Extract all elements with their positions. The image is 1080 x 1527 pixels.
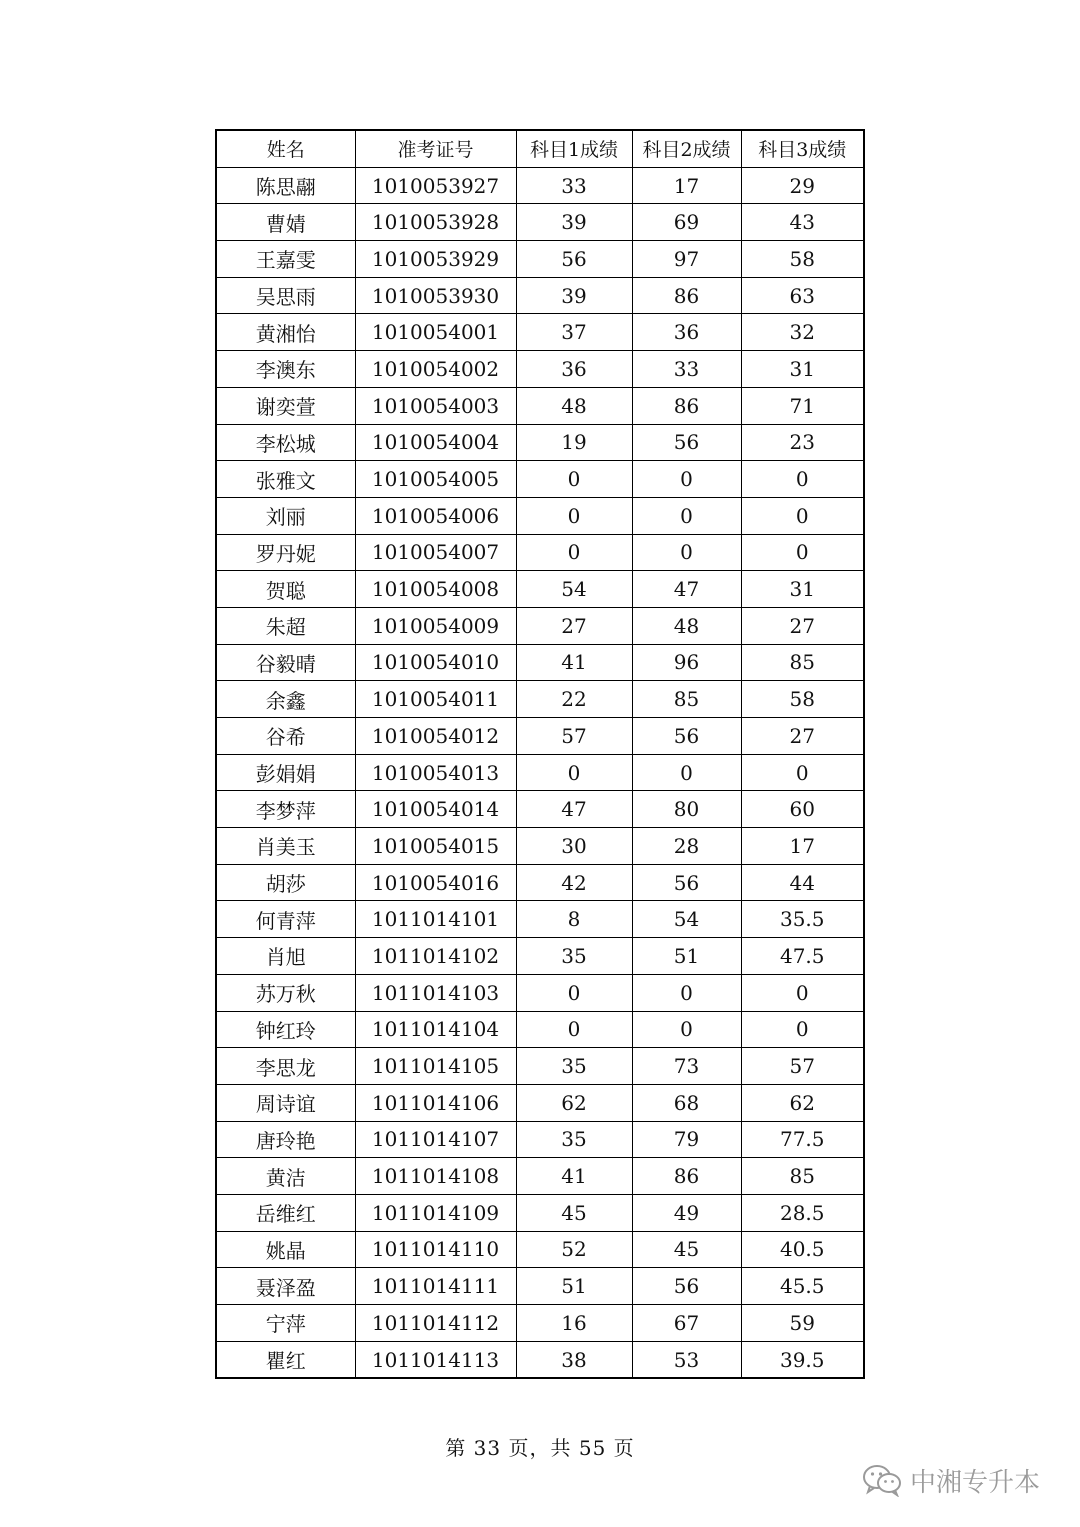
header-name: 姓名 xyxy=(216,130,355,167)
cell-subject1: 30 xyxy=(516,828,632,865)
cell-subject3: 0 xyxy=(741,534,864,571)
cell-name: 肖美玉 xyxy=(216,828,355,865)
cell-subject1: 0 xyxy=(516,1011,632,1048)
cell-subject1: 19 xyxy=(516,424,632,461)
cell-subject1: 56 xyxy=(516,241,632,278)
table-row xyxy=(216,938,864,975)
watermark-text: 中湘专升本 xyxy=(910,1467,1041,1498)
cell-subject2: 28 xyxy=(632,828,741,865)
cell-name: 何青萍 xyxy=(216,901,355,938)
cell-exam-id: 1011014103 xyxy=(355,974,516,1011)
cell-subject3: 35.5 xyxy=(741,901,864,938)
score-table xyxy=(215,129,865,1379)
cell-subject1: 51 xyxy=(516,1268,632,1305)
cell-subject1: 41 xyxy=(516,644,632,681)
cell-subject1: 41 xyxy=(516,1158,632,1195)
cell-subject1: 62 xyxy=(516,1084,632,1121)
cell-subject2: 80 xyxy=(632,791,741,828)
wechat-icon xyxy=(862,1463,902,1497)
cell-subject3: 23 xyxy=(741,424,864,461)
cell-name: 黄湘怡 xyxy=(216,314,355,351)
cell-exam-id: 1010054014 xyxy=(355,791,516,828)
table-row xyxy=(216,351,864,388)
cell-name: 宁萍 xyxy=(216,1305,355,1342)
cell-subject1: 48 xyxy=(516,387,632,424)
cell-exam-id: 1010054008 xyxy=(355,571,516,608)
cell-subject3: 60 xyxy=(741,791,864,828)
cell-subject2: 53 xyxy=(632,1341,741,1378)
cell-exam-id: 1010054016 xyxy=(355,864,516,901)
cell-name: 姚晶 xyxy=(216,1231,355,1268)
cell-exam-id: 1010054011 xyxy=(355,681,516,718)
cell-subject2: 56 xyxy=(632,1268,741,1305)
cell-subject2: 67 xyxy=(632,1305,741,1342)
cell-subject3: 57 xyxy=(741,1048,864,1085)
cell-exam-id: 1011014110 xyxy=(355,1231,516,1268)
cell-subject3: 45.5 xyxy=(741,1268,864,1305)
cell-subject2: 73 xyxy=(632,1048,741,1085)
cell-name: 李澳东 xyxy=(216,351,355,388)
cell-subject2: 0 xyxy=(632,974,741,1011)
header-subject1: 科目1成绩 xyxy=(516,130,632,167)
table-row xyxy=(216,387,864,424)
cell-subject1: 57 xyxy=(516,718,632,755)
cell-name: 刘丽 xyxy=(216,497,355,534)
cell-subject2: 36 xyxy=(632,314,741,351)
cell-subject1: 35 xyxy=(516,1121,632,1158)
cell-exam-id: 1010054004 xyxy=(355,424,516,461)
page-number: 第 33 页，共 55 页 xyxy=(445,1436,635,1460)
cell-subject3: 63 xyxy=(741,277,864,314)
cell-exam-id: 1011014102 xyxy=(355,938,516,975)
table-row xyxy=(216,1194,864,1231)
cell-exam-id: 1011014108 xyxy=(355,1158,516,1195)
cell-subject1: 47 xyxy=(516,791,632,828)
cell-subject1: 39 xyxy=(516,204,632,241)
cell-subject2: 51 xyxy=(632,938,741,975)
cell-subject1: 38 xyxy=(516,1341,632,1378)
cell-subject1: 52 xyxy=(516,1231,632,1268)
cell-name: 朱超 xyxy=(216,607,355,644)
table-body xyxy=(216,167,864,1378)
cell-subject1: 35 xyxy=(516,938,632,975)
cell-name: 唐玲艳 xyxy=(216,1121,355,1158)
cell-subject1: 54 xyxy=(516,571,632,608)
cell-subject1: 22 xyxy=(516,681,632,718)
cell-exam-id: 1010053929 xyxy=(355,241,516,278)
table-row xyxy=(216,1158,864,1195)
table-row xyxy=(216,167,864,204)
cell-subject3: 0 xyxy=(741,461,864,498)
cell-subject3: 0 xyxy=(741,974,864,1011)
cell-subject3: 71 xyxy=(741,387,864,424)
table-row xyxy=(216,607,864,644)
cell-subject2: 85 xyxy=(632,681,741,718)
cell-subject2: 54 xyxy=(632,901,741,938)
cell-exam-id: 1010054010 xyxy=(355,644,516,681)
cell-subject2: 68 xyxy=(632,1084,741,1121)
cell-name: 周诗谊 xyxy=(216,1084,355,1121)
cell-subject3: 85 xyxy=(741,1158,864,1195)
cell-name: 谷毅晴 xyxy=(216,644,355,681)
table-row xyxy=(216,1084,864,1121)
table-row xyxy=(216,864,864,901)
cell-subject3: 17 xyxy=(741,828,864,865)
cell-name: 谷希 xyxy=(216,718,355,755)
cell-subject1: 45 xyxy=(516,1194,632,1231)
table-row xyxy=(216,461,864,498)
cell-subject2: 0 xyxy=(632,1011,741,1048)
cell-subject3: 32 xyxy=(741,314,864,351)
cell-name: 岳维红 xyxy=(216,1194,355,1231)
cell-exam-id: 1010054005 xyxy=(355,461,516,498)
cell-exam-id: 1011014104 xyxy=(355,1011,516,1048)
table-row xyxy=(216,1121,864,1158)
cell-subject2: 33 xyxy=(632,351,741,388)
cell-subject1: 8 xyxy=(516,901,632,938)
cell-exam-id: 1010054001 xyxy=(355,314,516,351)
cell-name: 张雅文 xyxy=(216,461,355,498)
cell-subject2: 86 xyxy=(632,387,741,424)
cell-subject3: 40.5 xyxy=(741,1231,864,1268)
cell-subject2: 0 xyxy=(632,497,741,534)
table-row xyxy=(216,828,864,865)
header-subject3: 科目3成绩 xyxy=(741,130,864,167)
cell-subject3: 31 xyxy=(741,571,864,608)
cell-subject2: 0 xyxy=(632,534,741,571)
cell-exam-id: 1011014109 xyxy=(355,1194,516,1231)
cell-exam-id: 1010054009 xyxy=(355,607,516,644)
cell-subject3: 85 xyxy=(741,644,864,681)
cell-subject2: 56 xyxy=(632,424,741,461)
cell-subject3: 43 xyxy=(741,204,864,241)
cell-subject1: 16 xyxy=(516,1305,632,1342)
cell-exam-id: 1010054003 xyxy=(355,387,516,424)
cell-name: 钟红玲 xyxy=(216,1011,355,1048)
cell-exam-id: 1010053930 xyxy=(355,277,516,314)
cell-exam-id: 1010054002 xyxy=(355,351,516,388)
table-row xyxy=(216,754,864,791)
cell-subject2: 86 xyxy=(632,277,741,314)
table-row xyxy=(216,974,864,1011)
cell-name: 瞿红 xyxy=(216,1341,355,1378)
table-row xyxy=(216,718,864,755)
cell-subject2: 56 xyxy=(632,718,741,755)
cell-name: 李思龙 xyxy=(216,1048,355,1085)
table-row xyxy=(216,534,864,571)
cell-exam-id: 1010054015 xyxy=(355,828,516,865)
cell-subject3: 77.5 xyxy=(741,1121,864,1158)
cell-subject3: 29 xyxy=(741,167,864,204)
cell-exam-id: 1011014107 xyxy=(355,1121,516,1158)
cell-exam-id: 1010053928 xyxy=(355,204,516,241)
cell-exam-id: 1011014101 xyxy=(355,901,516,938)
cell-name: 李梦萍 xyxy=(216,791,355,828)
cell-subject3: 47.5 xyxy=(741,938,864,975)
cell-subject1: 0 xyxy=(516,754,632,791)
cell-exam-id: 1011014106 xyxy=(355,1084,516,1121)
header-subject2: 科目2成绩 xyxy=(632,130,741,167)
cell-exam-id: 1011014112 xyxy=(355,1305,516,1342)
cell-subject1: 27 xyxy=(516,607,632,644)
cell-subject3: 27 xyxy=(741,607,864,644)
cell-subject1: 42 xyxy=(516,864,632,901)
table-row xyxy=(216,277,864,314)
cell-subject1: 0 xyxy=(516,974,632,1011)
cell-subject3: 28.5 xyxy=(741,1194,864,1231)
table-row xyxy=(216,1231,864,1268)
cell-name: 罗丹妮 xyxy=(216,534,355,571)
cell-name: 贺聪 xyxy=(216,571,355,608)
cell-subject3: 58 xyxy=(741,241,864,278)
cell-exam-id: 1011014105 xyxy=(355,1048,516,1085)
cell-name: 吴思雨 xyxy=(216,277,355,314)
cell-subject1: 0 xyxy=(516,534,632,571)
cell-name: 余鑫 xyxy=(216,681,355,718)
table-row xyxy=(216,791,864,828)
cell-subject1: 37 xyxy=(516,314,632,351)
table-row xyxy=(216,644,864,681)
table-row xyxy=(216,314,864,351)
cell-exam-id: 1011014111 xyxy=(355,1268,516,1305)
cell-exam-id: 1010054013 xyxy=(355,754,516,791)
cell-subject3: 0 xyxy=(741,1011,864,1048)
cell-subject3: 31 xyxy=(741,351,864,388)
cell-subject2: 0 xyxy=(632,754,741,791)
cell-name: 彭娟娟 xyxy=(216,754,355,791)
cell-exam-id: 1010054012 xyxy=(355,718,516,755)
cell-subject1: 39 xyxy=(516,277,632,314)
table-row xyxy=(216,241,864,278)
cell-subject3: 39.5 xyxy=(741,1341,864,1378)
cell-subject2: 97 xyxy=(632,241,741,278)
header-row xyxy=(216,130,864,167)
cell-name: 胡莎 xyxy=(216,864,355,901)
cell-exam-id: 1010054006 xyxy=(355,497,516,534)
cell-subject1: 35 xyxy=(516,1048,632,1085)
cell-subject1: 33 xyxy=(516,167,632,204)
cell-subject3: 0 xyxy=(741,754,864,791)
cell-exam-id: 1011014113 xyxy=(355,1341,516,1378)
cell-name: 王嘉雯 xyxy=(216,241,355,278)
cell-subject2: 0 xyxy=(632,461,741,498)
cell-subject2: 86 xyxy=(632,1158,741,1195)
cell-subject1: 0 xyxy=(516,497,632,534)
cell-name: 黄洁 xyxy=(216,1158,355,1195)
cell-subject3: 59 xyxy=(741,1305,864,1342)
table-row xyxy=(216,1268,864,1305)
watermark xyxy=(862,1460,1040,1500)
cell-subject2: 17 xyxy=(632,167,741,204)
cell-subject1: 0 xyxy=(516,461,632,498)
cell-name: 曹婧 xyxy=(216,204,355,241)
cell-subject2: 56 xyxy=(632,864,741,901)
header-exam-id: 准考证号 xyxy=(355,130,516,167)
cell-subject3: 44 xyxy=(741,864,864,901)
cell-subject3: 0 xyxy=(741,497,864,534)
table-row xyxy=(216,424,864,461)
cell-subject2: 45 xyxy=(632,1231,741,1268)
cell-subject2: 79 xyxy=(632,1121,741,1158)
cell-name: 苏万秋 xyxy=(216,974,355,1011)
cell-exam-id: 1010053927 xyxy=(355,167,516,204)
cell-name: 肖旭 xyxy=(216,938,355,975)
cell-subject2: 48 xyxy=(632,607,741,644)
cell-name: 陈思翮 xyxy=(216,167,355,204)
table-row xyxy=(216,1048,864,1085)
cell-subject2: 49 xyxy=(632,1194,741,1231)
table-header xyxy=(216,130,864,167)
table-row xyxy=(216,681,864,718)
cell-subject2: 96 xyxy=(632,644,741,681)
cell-subject3: 58 xyxy=(741,681,864,718)
table-row xyxy=(216,1305,864,1342)
table-row xyxy=(216,901,864,938)
cell-subject1: 36 xyxy=(516,351,632,388)
cell-name: 谢奕萱 xyxy=(216,387,355,424)
cell-name: 李松城 xyxy=(216,424,355,461)
table-row xyxy=(216,1011,864,1048)
table-row xyxy=(216,571,864,608)
table-row xyxy=(216,204,864,241)
cell-subject2: 69 xyxy=(632,204,741,241)
table-row xyxy=(216,1341,864,1378)
cell-subject3: 27 xyxy=(741,718,864,755)
cell-subject2: 47 xyxy=(632,571,741,608)
cell-exam-id: 1010054007 xyxy=(355,534,516,571)
cell-name: 聂泽盈 xyxy=(216,1268,355,1305)
table-row xyxy=(216,497,864,534)
cell-subject3: 62 xyxy=(741,1084,864,1121)
